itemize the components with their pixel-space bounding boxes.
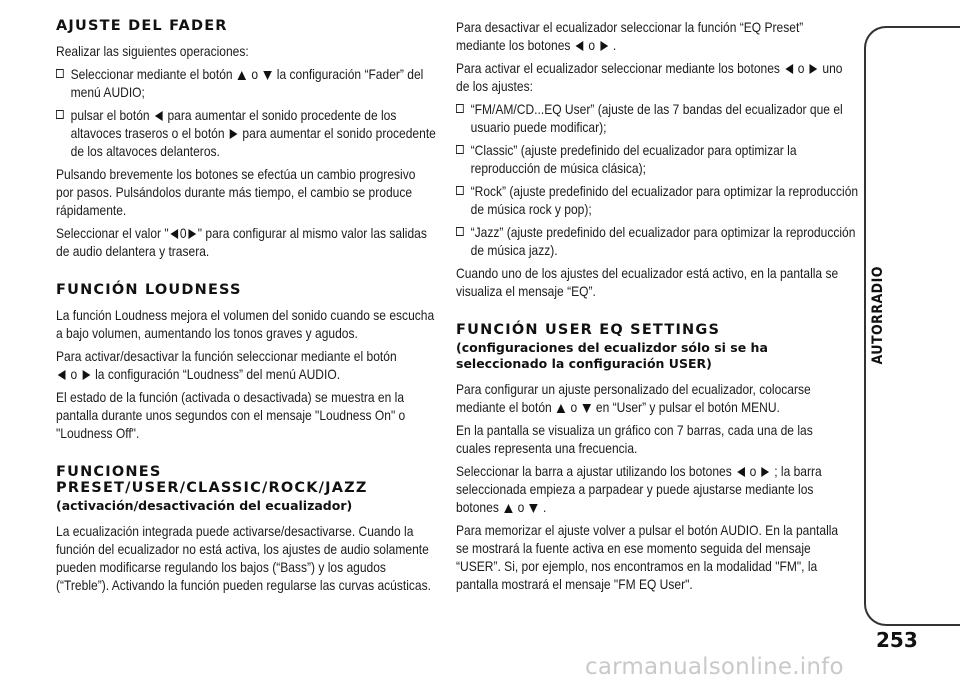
loudness-paragraph-2 bbox=[56, 347, 435, 383]
arrow-right-icon bbox=[82, 370, 90, 380]
arrow-left-icon bbox=[170, 229, 178, 239]
text: pulsar el botón bbox=[70, 107, 153, 123]
preset-heading-line-2: PRESET/USER/CLASSIC/ROCK/JAZZ bbox=[56, 480, 368, 496]
section-tab-label bbox=[868, 266, 888, 370]
user-eq-subheading: (configuraciones del ecualizdor sólo si se ha seleccionado la configuración USER) bbox=[456, 340, 768, 371]
checkbox-icon bbox=[456, 227, 464, 236]
eq-paragraph-3: Cuando uno de los ajustes del ecualizador está activo, en la pantalla se visualiza el mensaje “EQ”. bbox=[456, 265, 839, 299]
text: “Jazz” (ajuste predefinido del ecualizador para optimizar la reproducción de música jazz). bbox=[470, 224, 856, 258]
fader-paragraph-2: Pulsando brevemente los botones se efectúa un cambio progresivo por pasos. Pulsándolos durante más tiempo, el cambio se produce rápidamente. bbox=[56, 166, 416, 218]
text: en “User” y pulsar el botón MENU. bbox=[592, 399, 780, 415]
arrow-right-icon bbox=[188, 229, 196, 239]
text: o bbox=[514, 499, 528, 515]
loudness-paragraph-1: La función Loudness mejora el volumen del sonido cuando se escucha a bajo volumen, aumentando los tonos graves y agudos. bbox=[56, 307, 435, 341]
checkbox-icon bbox=[56, 110, 64, 119]
text: o bbox=[584, 37, 599, 53]
text: la configuración “Fader” del menú AUDIO; bbox=[70, 66, 424, 100]
user-paragraph-4: Para memorizar el ajuste volver a pulsar el botón AUDIO. En la pantalla se mostrará la fuente activa en ese momento seguida del mensaje “USER”. Si, por ejemplo, nos encontramos en la modalidad "FM", la pantalla mostrará el mensaje "FM EQ User". bbox=[456, 522, 839, 592]
checkbox-icon bbox=[456, 145, 464, 154]
arrow-down-icon bbox=[263, 71, 272, 80]
user-paragraph-1 bbox=[456, 380, 847, 416]
text: 0 bbox=[179, 225, 187, 241]
text: Para activar/desactivar la función seleccionar mediante el botón bbox=[56, 348, 397, 364]
text: Seleccionar mediante el botón bbox=[70, 66, 236, 82]
eq-bullet-2 bbox=[456, 141, 862, 177]
user-paragraph-2: En la pantalla se visualiza un gráfico con 7 barras, cada una de las cuales representa una frecuencia. bbox=[456, 422, 813, 456]
right-column bbox=[456, 18, 859, 598]
text: la configuración “Loudness” del menú AUDIO. bbox=[91, 366, 341, 382]
text: uno de los ajustes: bbox=[456, 60, 843, 94]
arrow-down-icon bbox=[529, 504, 538, 513]
user-paragraph-3 bbox=[456, 462, 847, 516]
fader-bullet-1 bbox=[56, 65, 450, 101]
text: Seleccionar el valor " bbox=[56, 225, 169, 241]
text: o bbox=[67, 366, 81, 382]
text: Para activar el ecualizador seleccionar mediante los botones bbox=[456, 60, 784, 76]
arrow-right-icon bbox=[230, 129, 238, 139]
user-eq-heading: FUNCIÓN USER EQ SETTINGS bbox=[456, 322, 721, 338]
fader-paragraph-3 bbox=[56, 224, 435, 260]
eq-bullet-1 bbox=[456, 100, 862, 136]
text: “Rock” (ajuste predefinido del ecualizador para optimizar la reproducción de música rock y pop); bbox=[470, 183, 859, 217]
fader-bullet-2 bbox=[56, 106, 450, 160]
text: Seleccionar la barra a ajustar utilizando los botones bbox=[456, 463, 736, 479]
fader-heading: AJUSTE DEL FADER bbox=[56, 18, 228, 34]
checkbox-icon bbox=[456, 186, 464, 195]
fader-intro: Realizar las siguientes operaciones: bbox=[56, 43, 249, 59]
arrow-right-icon bbox=[761, 467, 769, 477]
arrow-left-icon bbox=[785, 64, 793, 74]
text: Para desactivar el ecualizador seleccionar la función “EQ Preset” mediante los botones bbox=[456, 19, 804, 53]
text: para aumentar el sonido procedente de los altavoces traseros o el botón bbox=[70, 107, 397, 141]
arrow-up-icon bbox=[238, 71, 247, 80]
left-column bbox=[56, 18, 436, 599]
eq-bullet-3 bbox=[456, 182, 862, 218]
arrow-left-icon bbox=[58, 370, 66, 380]
text: " para configurar al mismo valor las salidas de audio delantera y trasera. bbox=[56, 225, 427, 259]
loudness-heading: FUNCIÓN LOUDNESS bbox=[56, 282, 242, 298]
watermark: carmanualsonline.info bbox=[585, 654, 844, 680]
arrow-up-icon bbox=[557, 404, 566, 413]
text: o bbox=[247, 66, 262, 82]
arrow-right-icon bbox=[600, 41, 608, 51]
text: “FM/AM/CD...EQ User” (ajuste de las 7 bandas del ecualizador que el usuario puede modificar); bbox=[470, 101, 843, 135]
checkbox-icon bbox=[56, 69, 64, 78]
eq-paragraph-1 bbox=[456, 18, 847, 54]
text: . bbox=[539, 499, 547, 515]
text: o bbox=[746, 463, 760, 479]
eq-bullet-4 bbox=[456, 223, 862, 259]
arrow-right-icon bbox=[810, 64, 818, 74]
text: para aumentar el sonido procedente de los altavoces delanteros. bbox=[70, 125, 436, 159]
preset-subheading: (activación/desactivación del ecualizador) bbox=[56, 498, 353, 513]
text: o bbox=[567, 399, 581, 415]
text: “Classic” (ajuste predefinido del ecualizador para optimizar la reproducción de música clásica); bbox=[470, 142, 797, 176]
arrow-down-icon bbox=[582, 404, 591, 413]
checkbox-icon bbox=[456, 104, 464, 113]
section-label-text: AUTORRADIO bbox=[870, 266, 886, 365]
preset-heading-line-1: FUNCIONES bbox=[56, 464, 162, 480]
text: ; la barra seleccionada empieza a parpadear y puede ajustarse mediante los botones bbox=[456, 463, 822, 515]
arrow-left-icon bbox=[737, 467, 745, 477]
preset-paragraph-1: La ecualización integrada puede activarse/desactivarse. Cuando la función del ecualizador no está activa, los ajustes de audio solamente pueden modificarse regulando los bajos (“Bass”) y los agudos (“Treble”). Activando la función pueden regularse las curvas acústicas. bbox=[56, 523, 431, 593]
arrow-left-icon bbox=[576, 41, 584, 51]
text: Para configurar un ajuste personalizado del ecualizador, colocarse mediante el botón bbox=[456, 381, 811, 415]
arrow-up-icon bbox=[504, 504, 513, 513]
text: o bbox=[794, 60, 808, 76]
eq-paragraph-2 bbox=[456, 59, 847, 95]
arrow-left-icon bbox=[155, 111, 163, 121]
text: . bbox=[609, 37, 617, 53]
page-number: 253 bbox=[876, 628, 918, 652]
loudness-paragraph-3: El estado de la función (activada o desactivada) se muestra en la pantalla durante unos segundos con el mensaje "Loudness On" o "Loudness Off". bbox=[56, 389, 406, 441]
